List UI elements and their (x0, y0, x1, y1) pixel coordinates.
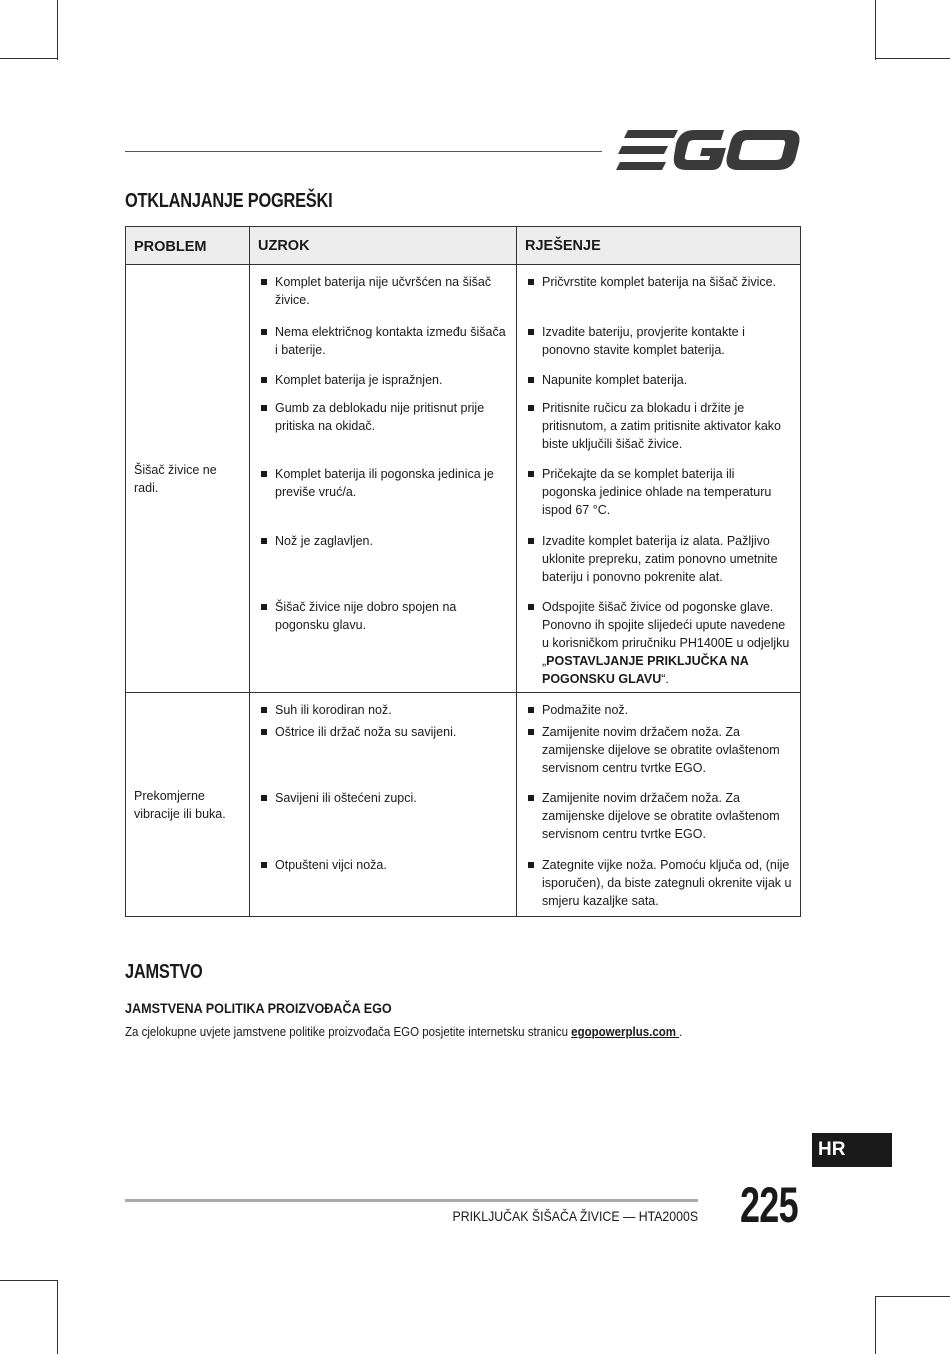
problem-text: Prekomjerne vibracije ili buka. (134, 788, 226, 821)
troubleshooting-table (125, 226, 801, 917)
cause-text: Oštrice ili držač noža su savijeni. (275, 725, 457, 739)
table-row (126, 693, 801, 724)
bullet-icon (261, 377, 267, 383)
bullet-icon (261, 729, 267, 735)
solution-text: Pričvrstite komplet baterija na šišač živice. (542, 275, 777, 289)
bullet-icon (528, 729, 534, 735)
cause-text: Savijeni ili oštećeni zupci. (275, 791, 417, 805)
bullet-icon (528, 707, 534, 713)
crop-mark (875, 0, 876, 60)
solution-bold-text: POSTAVLJANJE PRIKLJUČKA NA POGONSKU GLAVU (542, 654, 749, 686)
bullet-icon (528, 604, 534, 610)
footer-rule (125, 1199, 698, 1202)
crop-mark (875, 1296, 876, 1354)
header-problem: PROBLEM (126, 227, 250, 265)
bullet-icon (261, 405, 267, 411)
bullet-icon (261, 538, 267, 544)
bullet-icon (261, 279, 267, 285)
cause-text: Komplet baterija ili pogonska jedinica je previše vruć/a. (275, 467, 494, 499)
warranty-link[interactable]: egopowerplus.com (571, 1025, 680, 1039)
crop-mark (0, 58, 58, 59)
troubleshooting-title: OTKLANJANJE POGREŠKI (125, 190, 333, 212)
bullet-icon (528, 471, 534, 477)
table-row (126, 265, 801, 322)
bullet-icon (528, 795, 534, 801)
bullet-icon (261, 795, 267, 801)
cause-text: Suh ili korodiran nož. (275, 703, 392, 717)
bullet-icon (261, 604, 267, 610)
cause-text: Gumb za deblokadu nije pritisnut prije pritiska na okidač. (275, 401, 485, 433)
bullet-icon (528, 329, 534, 335)
warranty-text (125, 1025, 682, 1039)
bullet-icon (528, 862, 534, 868)
cause-text: Otpušteni vijci noža. (275, 858, 387, 872)
crop-mark (0, 1280, 58, 1281)
crop-mark (875, 1296, 950, 1297)
bullet-icon (261, 862, 267, 868)
cause-text: Komplet baterija je ispražnjen. (275, 373, 443, 387)
bullet-icon (261, 707, 267, 713)
problem-text: Šišač živice ne radi. (134, 462, 217, 495)
header-cause: UZROK (250, 227, 517, 265)
solution-text: Pritisnite ručicu za blokadu i držite je pritisnutom, a zatim pritisnite aktivator kako biste uključili šišač živice. (542, 401, 781, 451)
cause-text: Nož je zaglavljen. (275, 534, 373, 548)
cause-text: Šišač živice nije dobro spojen na pogonsku glavu. (275, 600, 457, 632)
warranty-text-body: Za cjelokupne uvjete jamstvene politike proizvođača EGO posjetite internetsku stranicu (125, 1025, 572, 1039)
crop-mark (57, 1280, 58, 1354)
bullet-icon (528, 279, 534, 285)
crop-mark (875, 58, 950, 59)
solution-end-text: “. (661, 672, 669, 686)
cause-text: Komplet baterija nije učvršćen na šišač živice. (275, 275, 492, 307)
problem-cell (126, 265, 250, 693)
header-rule (125, 151, 602, 152)
warranty-text-end: . (679, 1025, 683, 1039)
bullet-icon (528, 405, 534, 411)
bullet-icon (261, 329, 267, 335)
bullet-icon (528, 377, 534, 383)
bullet-icon (528, 538, 534, 544)
solution-text: Odspojite šišač živice od pogonske glave. Ponovno ih spojite slijedeći upute navedene u korisničkom priručniku PH1400E u odjeljku „ (542, 600, 790, 668)
warranty-subtitle: JAMSTVENA POLITIKA PROIZVOĐAČA EGO (125, 1000, 392, 1016)
header-solution: RJEŠENJE (517, 227, 801, 265)
solution-text: Izvadite komplet baterija iz alata. Pažljivo uklonite prepreku, zatim ponovno umetnite bateriju i ponovno pokrenite alat. (542, 534, 778, 584)
solution-text: Podmažite nož. (542, 703, 629, 717)
solution-text: Izvadite bateriju, provjerite kontakte i ponovno stavite komplet baterija. (542, 325, 745, 357)
table-header-row (126, 227, 801, 265)
solution-text: Zategnite vijke noža. Pomoću ključa od, (nije isporučen), da biste zategnuli okrenite vijak u smjeru kazaljke sata. (542, 858, 792, 908)
warranty-title: JAMSTVO (125, 961, 203, 983)
language-tab: HR (812, 1133, 892, 1167)
crop-mark (57, 0, 58, 60)
solution-text: Pričekajte da se komplet baterija ili pogonska jedinice ohlade na temperaturu ispod 67 °C. (542, 467, 772, 517)
ego-logo (616, 128, 800, 172)
solution-text: Zamijenite novim držačem noža. Za zamijenske dijelove se obratite ovlaštenom servisnom centru tvrtke EGO. (542, 791, 780, 841)
bullet-icon (261, 471, 267, 477)
solution-text: Napunite komplet baterija. (542, 373, 688, 387)
cause-text: Nema električnog kontakta između šišača i baterije. (275, 325, 506, 357)
solution-text: Zamijenite novim držačem noža. Za zamijenske dijelove se obratite ovlaštenom servisnom centru tvrtke EGO. (542, 725, 780, 775)
page-number: 225 (740, 1177, 798, 1233)
footer-product-name: PRIKLJUČAK ŠIŠAČA ŽIVICE — HTA2000S (452, 1208, 698, 1224)
problem-cell (126, 693, 250, 917)
